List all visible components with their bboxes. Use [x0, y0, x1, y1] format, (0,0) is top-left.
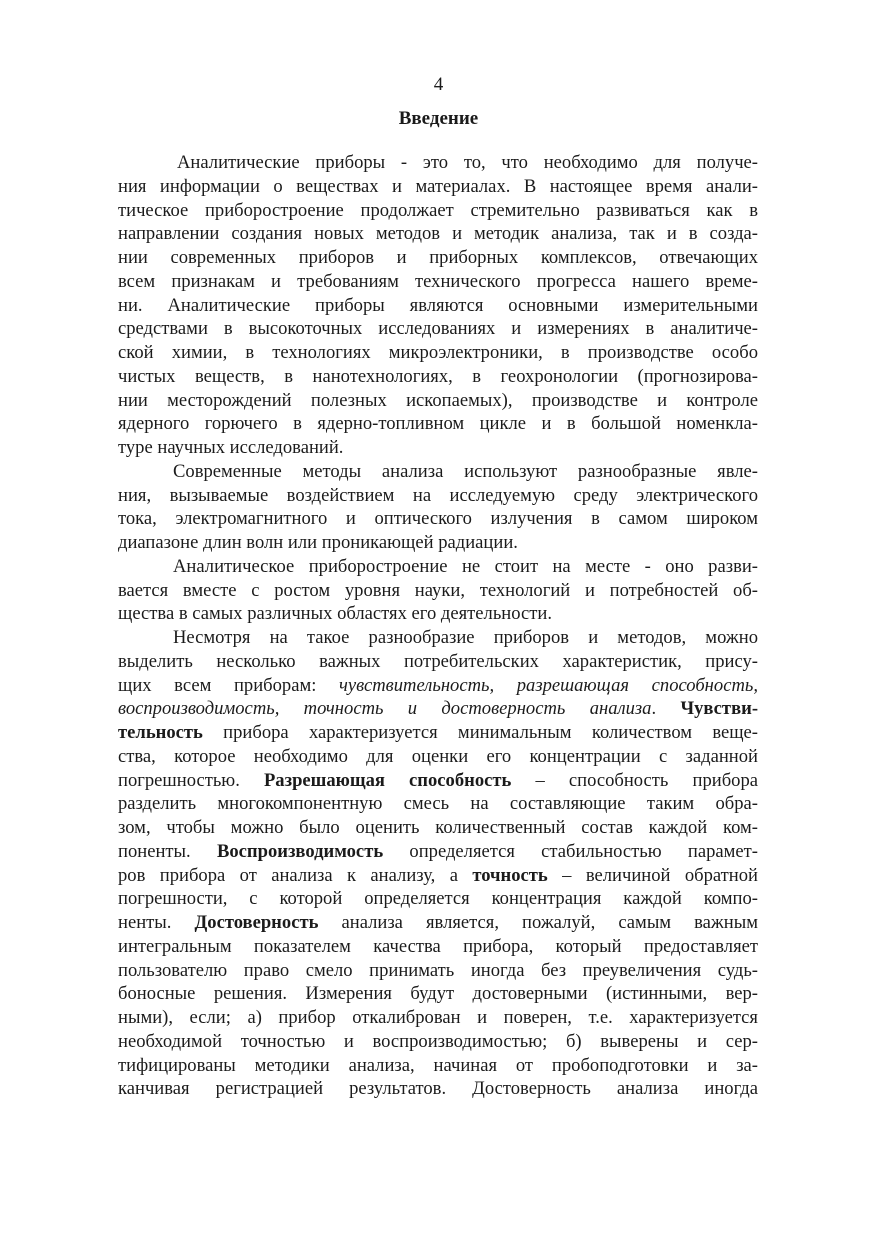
- text-run: необходимой точностью и воспроизводимостью; б) выверены и сер-: [118, 1030, 758, 1052]
- text-line: [118, 246, 758, 270]
- text-run: нии месторождений полезных ископаемых), производстве и контроле: [118, 389, 758, 411]
- text-line: [118, 341, 758, 365]
- text-run: тока, электромагнитного и оптического излучения в самом широком: [118, 508, 758, 530]
- text-line: [118, 199, 758, 223]
- text-run: Несмотря на такое разнообразие приборов и методов, можно: [173, 627, 758, 648]
- text-run: интегральным показателем качества прибора, который предоставляет: [118, 935, 758, 957]
- text-run: диапазоне длин волн или проникающей радиации.: [118, 532, 518, 553]
- text-line: [118, 294, 758, 318]
- text-run: ненты.: [118, 912, 195, 933]
- text-line: [118, 317, 758, 341]
- text-line: [118, 555, 758, 579]
- bold-term: Разрешающая способность: [263, 769, 512, 791]
- text-line: [118, 792, 758, 816]
- text-run: прибора характеризуется минимальным количеством веще-: [202, 722, 758, 743]
- text-line: [118, 864, 758, 888]
- text-line: [118, 151, 758, 175]
- italic-term: чувствительность, разрешающая способность,: [339, 674, 758, 696]
- text-line: [118, 816, 758, 840]
- text-line: [118, 959, 758, 983]
- text-run: ни. Аналитические приборы являются основными измерительными: [118, 294, 758, 316]
- text-line: [118, 745, 758, 769]
- text-run: ров прибора от анализа к анализу, а: [118, 864, 473, 886]
- text-run: анализа является, пожалуй, самым важным: [318, 912, 758, 933]
- page-number: 4: [433, 74, 444, 95]
- text-line: [118, 887, 758, 911]
- text-run: средствами в высокоточных исследованиях и измерениях в аналитиче-: [118, 318, 758, 340]
- text-line: [118, 697, 758, 721]
- text-run: нии современных приборов и приборных комплексов, отвечающих: [118, 247, 758, 268]
- text-run: тифицированы методики анализа, начиная от пробоподготовки и за-: [118, 1054, 758, 1076]
- text-run: всем признакам и требованиям технического прогресса нашего време-: [118, 270, 758, 292]
- bold-term: Достоверность: [194, 912, 319, 933]
- text-line: [118, 484, 758, 508]
- text-line: [118, 911, 758, 935]
- text-run: Аналитическое приборостроение не стоит на месте - оно разви-: [173, 555, 758, 577]
- text-line: [118, 840, 758, 864]
- text-line: [118, 412, 758, 436]
- bold-term: Воспроизводимость: [216, 840, 384, 862]
- text-run: боносные решения. Измерения будут достоверными (истинными, вер-: [118, 983, 758, 1005]
- bold-term: Чувстви-: [680, 698, 759, 720]
- text-line: [118, 579, 758, 603]
- text-run: пользователю право смело принимать иногда без преувеличения судь-: [118, 959, 758, 981]
- text-line: [118, 982, 758, 1006]
- text-run: выделить несколько важных потребительских характеристик, прису-: [118, 650, 758, 672]
- body-text: [118, 151, 758, 1101]
- text-line: [118, 1030, 758, 1054]
- text-run: щества в самых различных областях его деятельности.: [118, 603, 552, 625]
- text-run: .: [651, 698, 681, 720]
- text-line: [118, 935, 758, 959]
- text-run: ства, которое необходимо для оценки его концентрации с заданной: [118, 745, 758, 767]
- text-run: ядерного горючего в ядерно-топливном цикле и в большой номенкла-: [118, 413, 758, 435]
- text-line: [118, 222, 758, 246]
- text-line: [118, 1006, 758, 1030]
- text-run: разделить многокомпонентную смесь на составляющие таким обра-: [118, 793, 758, 815]
- text-run: поненты.: [118, 840, 217, 862]
- text-line: [118, 270, 758, 294]
- text-line: [118, 460, 758, 484]
- text-run: тическое приборостроение продолжает стремительно развиваться как в: [118, 199, 758, 221]
- text-run: Современные методы анализа используют разнообразные явле-: [173, 460, 758, 482]
- bold-term: тельность: [118, 722, 203, 743]
- text-line: [118, 602, 758, 626]
- text-run: вается вместе с ростом уровня науки, технологий и потребностей об-: [118, 579, 758, 601]
- text-line: [118, 175, 758, 199]
- text-line: [118, 507, 758, 531]
- text-run: щих всем приборам:: [118, 674, 340, 696]
- text-run: ными), если; а) прибор откалиброван и поверен, т.е. характеризуется: [118, 1007, 758, 1028]
- text-line: [118, 1054, 758, 1078]
- text-run: ния информации о веществах и материалах. В настоящее время анали-: [118, 175, 758, 197]
- text-run: погрешностью.: [118, 769, 264, 791]
- text-run: Аналитические приборы - это то, что необходимо для получе-: [177, 152, 758, 173]
- text-run: направлении создания новых методов и методик анализа, так и в созда-: [118, 223, 758, 245]
- text-run: канчивая регистрацией результатов. Достоверность анализа иногда: [118, 1078, 758, 1100]
- bold-term: точность: [472, 864, 548, 886]
- text-line: [118, 436, 758, 460]
- text-line: [118, 365, 758, 389]
- text-line: [118, 769, 758, 793]
- text-line: [118, 626, 758, 650]
- text-run: погрешности, с которой определяется концентрация каждой компо-: [118, 888, 758, 910]
- italic-term: воспроизводимость, точность и достоверность анализа: [118, 698, 652, 720]
- text-line: [118, 674, 758, 698]
- text-run: чистых веществ, в нанотехнологиях, в геохронологии (прогнозирова-: [118, 365, 758, 387]
- text-line: [118, 650, 758, 674]
- text-run: туре научных исследований.: [118, 437, 344, 458]
- text-run: определяется стабильностью парамет-: [383, 840, 759, 862]
- text-run: ской химии, в технологиях микроэлектроники, в производстве особо: [118, 342, 758, 363]
- text-line: [118, 721, 758, 745]
- text-run: ния, вызываемые воздействием на исследуемую среду электрического: [118, 484, 758, 506]
- text-line: [118, 1077, 758, 1101]
- section-heading: Введение: [398, 108, 479, 129]
- text-run: – способность прибора: [511, 769, 759, 791]
- text-line: [118, 531, 758, 555]
- text-line: [118, 389, 758, 413]
- text-run: – величиной обратной: [547, 864, 759, 886]
- text-run: зом, чтобы можно было оценить количественный состав каждой ком-: [118, 817, 758, 838]
